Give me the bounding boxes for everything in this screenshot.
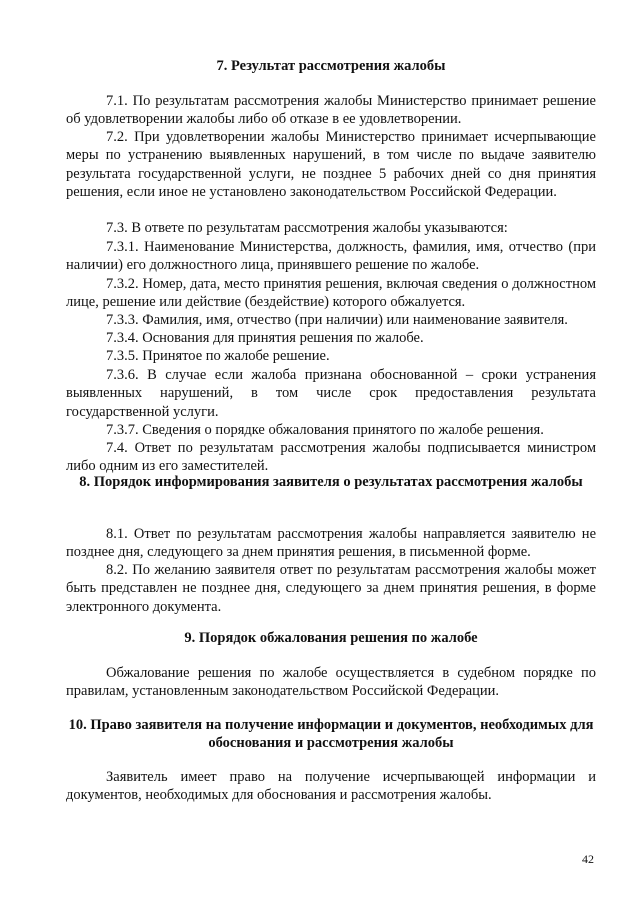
paragraph-7-3-3: 7.3.3. Фамилия, имя, отчество (при наличии) или наименование заявителя.	[106, 312, 568, 328]
paragraph-7-4: 7.4. Ответ по результатам рассмотрения жалобы подписывается министром либо одним из его заместителей.	[66, 440, 596, 475]
paragraph-7-3-1: 7.3.1. Наименование Министерства, должность, фамилия, имя, отчество (при наличии) его должностного лица, принявшего решение по жалобе.	[66, 239, 596, 274]
paragraph-7-1: 7.1. По результатам рассмотрения жалобы Министерство принимает решение об удовлетворении жалобы либо об отказе в ее удовлетворении.	[66, 93, 596, 128]
section-9-heading: 9. Порядок обжалования решения по жалобе	[184, 630, 478, 646]
paragraph-7-3-2: 7.3.2. Номер, дата, место принятия решения, включая сведения о должностном лице, решение или действие (бездействие) которого обжалуется.	[66, 276, 596, 311]
paragraph-7-3-4: 7.3.4. Основания для принятия решения по жалобе.	[106, 330, 424, 346]
paragraph-7-3: 7.3. В ответе по результатам рассмотрения жалобы указываются:	[106, 220, 508, 236]
paragraph-9: Обжалование решения по жалобе осуществляется в судебном порядке по правилам, установленным законодательством Российской Федерации.	[66, 665, 596, 700]
page-number: 42	[582, 852, 594, 866]
paragraph-7-3-6: 7.3.6. В случае если жалоба признана обоснованной – сроки устранения выявленных нарушений, в том числе срок предоставления результата государственной услуги.	[66, 367, 596, 420]
paragraph-8-1: 8.1. Ответ по результатам рассмотрения жалобы направляется заявителю не позднее дня, следующего за днем принятия решения, в письменной форме.	[66, 526, 596, 561]
paragraph-8-2: 8.2. По желанию заявителя ответ по результатам рассмотрения жалобы может быть представлен не позднее дня, следующего за днем принятия решения, в форме электронного документа.	[66, 562, 596, 615]
section-7-heading: 7. Результат рассмотрения жалобы	[216, 58, 446, 74]
paragraph-7-3-7: 7.3.7. Сведения о порядке обжалования принятого по жалобе решения.	[106, 422, 544, 438]
section-8-heading: 8. Порядок информирования заявителя о результатах рассмотрения жалобы	[79, 474, 583, 490]
paragraph-10: Заявитель имеет право на получение исчерпывающей информации и документов, необходимых для обоснования и рассмотрения жалобы.	[66, 769, 596, 804]
paragraph-7-3-5: 7.3.5. Принятое по жалобе решение.	[106, 348, 330, 364]
section-10-heading: 10. Право заявителя на получение информации и документов, необходимых для обоснования и рассмотрения жалобы	[68, 717, 594, 751]
paragraph-7-2: 7.2. При удовлетворении жалобы Министерство принимает исчерпывающие меры по устранению выявленных нарушений, в том числе по выдаче заявителю результата государственной услуги, не позднее 5 рабочих дней со дня принятия решения, если иное не установлено законодательством Российской Федерации.	[66, 129, 596, 201]
